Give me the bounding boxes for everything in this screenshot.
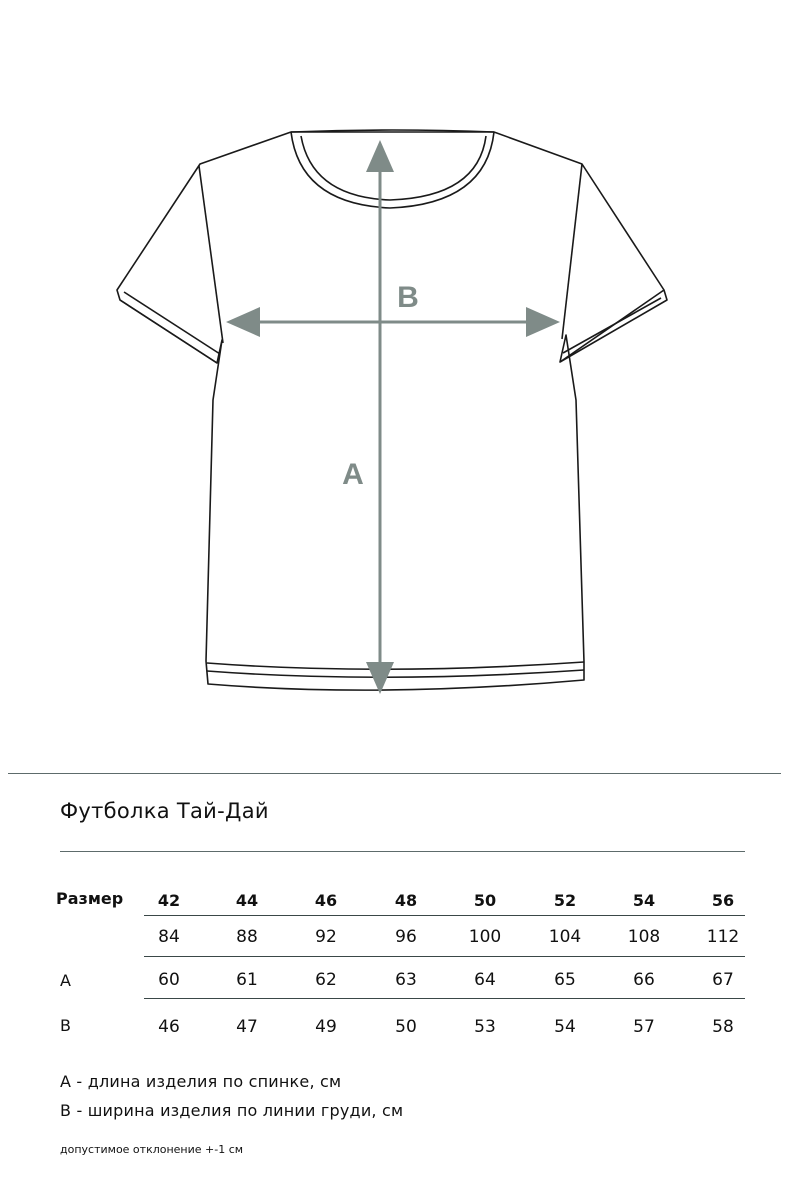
size-header-cell: 46 xyxy=(314,891,338,910)
table-cell: 58 xyxy=(712,1017,734,1037)
table-cell: 46 xyxy=(158,1017,180,1037)
table-row-divider xyxy=(144,915,745,916)
table-cell: 50 xyxy=(395,1017,417,1037)
table-cell: 49 xyxy=(315,1017,337,1037)
table-row-label: B xyxy=(60,1016,71,1035)
table-row-divider xyxy=(144,998,745,999)
table-cell: 54 xyxy=(554,1017,576,1037)
arrow-b-right-head xyxy=(526,307,560,337)
table-cell: 112 xyxy=(706,927,740,947)
arrow-a-top-head xyxy=(366,140,394,172)
legend-a: A - длина изделия по спинке, см xyxy=(60,1072,342,1091)
table-cell: 47 xyxy=(236,1017,258,1037)
table-cell: 67 xyxy=(712,970,734,990)
table-row-label: A xyxy=(60,971,71,990)
size-header-cell: 52 xyxy=(553,891,577,910)
measurement-arrows xyxy=(226,140,560,694)
size-header-cell: 56 xyxy=(711,891,735,910)
size-header-cell: 54 xyxy=(632,891,656,910)
size-header-cell: 42 xyxy=(157,891,181,910)
table-cell: 61 xyxy=(236,970,258,990)
table-cell: 64 xyxy=(474,970,496,990)
product-title: Футболка Тай-Дай xyxy=(60,799,269,823)
size-header-cell: 44 xyxy=(235,891,259,910)
table-cell: 88 xyxy=(236,927,258,947)
table-cell: 63 xyxy=(395,970,417,990)
table-cell: 104 xyxy=(548,927,582,947)
table-cell: 57 xyxy=(633,1017,655,1037)
table-cell: 92 xyxy=(315,927,337,947)
table-row-divider xyxy=(144,956,745,957)
table-cell: 60 xyxy=(158,970,180,990)
table-cell: 66 xyxy=(633,970,655,990)
label-b: B xyxy=(397,281,419,314)
tolerance-note: допустимое отклонение +-1 см xyxy=(60,1143,244,1156)
table-cell: 62 xyxy=(315,970,337,990)
section-divider xyxy=(8,773,781,774)
size-header-cell: 48 xyxy=(394,891,418,910)
table-cell: 96 xyxy=(395,927,417,947)
table-cell: 108 xyxy=(627,927,661,947)
title-divider xyxy=(60,851,745,852)
table-cell: 84 xyxy=(158,927,180,947)
table-cell: 65 xyxy=(554,970,576,990)
size-header-cell: 50 xyxy=(473,891,497,910)
table-cell: 53 xyxy=(474,1017,496,1037)
table-cell: 100 xyxy=(468,927,502,947)
size-header-label: Размер xyxy=(56,889,124,908)
label-a: A xyxy=(342,458,364,491)
tshirt-outline xyxy=(117,130,667,690)
arrow-b-left-head xyxy=(226,307,260,337)
legend-b: B - ширина изделия по линии груди, см xyxy=(60,1101,404,1120)
